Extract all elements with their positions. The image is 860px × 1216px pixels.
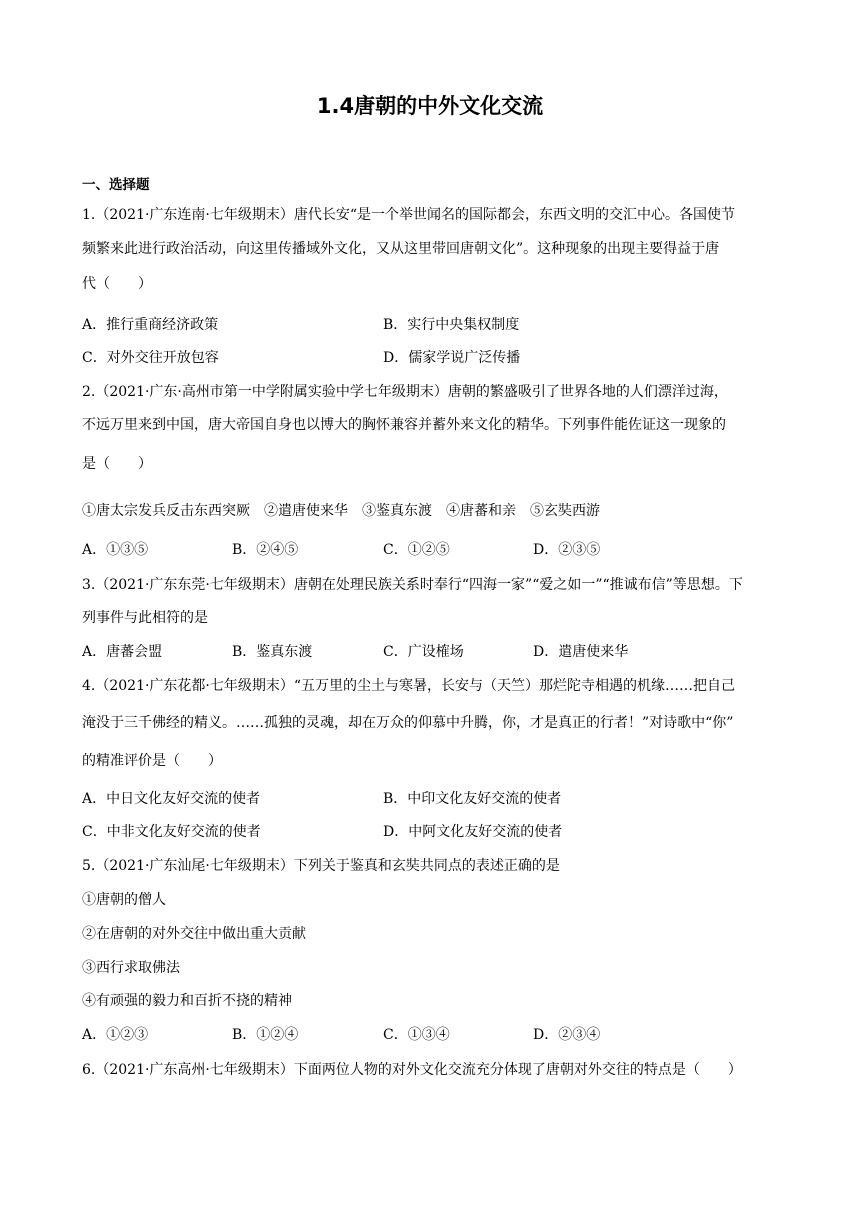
q3-option-b: B．鉴真东渡 — [232, 644, 313, 660]
q5-option-a: A．①②③ — [82, 1027, 149, 1043]
q1-stem-line-1: 1.（2021·广东连南·七年级期末）唐代长安“是一个举世闻名的国际都会，东西文明的交汇中心。各国使节 — [82, 207, 736, 223]
q5-statement-4: ④有顽强的毅力和百折不挠的精神 — [82, 993, 292, 1009]
q1-option-a: A．推行重商经济政策 — [82, 317, 219, 333]
q1-option-d: D．儒家学说广泛传播 — [383, 350, 521, 366]
q1-stem-line-2: 频繁来此进行政治活动，向这里传播域外文化，又从这里带回唐朝文化”。这种现象的出现主要得益于唐 — [82, 241, 720, 257]
q3-stem-line-1: 3.（2021·广东东莞·七年级期末）唐朝在处理民族关系时奉行“四海一家”“爱之如一”“推诚布信”等思想。下 — [82, 577, 743, 593]
q4-stem-line-2: 淹没于三千佛经的精义。……孤独的灵魂，却在万众的仰慕中升腾，你，才是真正的行者！”对诗歌中“你” — [82, 715, 734, 731]
q1-option-b: B．实行中央集权制度 — [383, 317, 520, 333]
q2-statement-items: ①唐太宗发兵反击东西突厥 ②遣唐使来华 ③鉴真东渡 ④唐蕃和亲 ⑤玄奘西游 — [82, 503, 600, 519]
q2-option-c: C．①②⑤ — [383, 542, 450, 558]
q5-statement-3: ③西行求取佛法 — [82, 960, 180, 976]
q1-stem-line-3: 代（ ） — [82, 276, 152, 292]
section-heading: 一、选择题 — [82, 177, 150, 193]
page-title: 1.4唐朝的中外文化交流 — [316, 94, 544, 118]
q3-option-d: D．遣唐使来华 — [533, 644, 629, 660]
q2-stem-line-1: 2.（2021·广东·高州市第一中学附属实验中学七年级期末）唐朝的繁盛吸引了世界各地的人们漂洋过海， — [82, 384, 728, 400]
q4-option-a: A．中日文化友好交流的使者 — [82, 791, 261, 807]
q2-option-a: A．①③⑤ — [82, 542, 149, 558]
q5-option-d: D．②③④ — [533, 1027, 601, 1043]
q4-option-b: B．中印文化友好交流的使者 — [383, 791, 562, 807]
q3-option-a: A．唐蕃会盟 — [82, 644, 163, 660]
q4-option-d: D．中阿文化友好交流的使者 — [383, 824, 563, 840]
q3-stem-line-2: 列事件与此相符的是 — [82, 610, 208, 626]
q5-stem-line-1: 5.（2021·广东汕尾·七年级期末）下列关于鉴真和玄奘共同点的表述正确的是 — [82, 858, 560, 874]
q5-option-c: C．①③④ — [383, 1027, 450, 1043]
q4-stem-line-3: 的精准评价是（ ） — [82, 753, 222, 769]
q2-stem-line-3: 是（ ） — [82, 456, 152, 472]
q6-stem-line-1: 6.（2021·广东高州·七年级期末）下面两位人物的对外文化交流充分体现了唐朝对外交往的特点是（ ） — [82, 1062, 742, 1078]
q5-statement-1: ①唐朝的僧人 — [82, 892, 166, 908]
q4-stem-line-1: 4.（2021·广东花都·七年级期末）“五万里的尘土与寒暑，长安与（天竺）那烂陀寺相遇的机缘……把自己 — [82, 678, 736, 694]
q2-option-d: D．②③⑤ — [533, 542, 601, 558]
q3-option-c: C．广设榷场 — [383, 644, 464, 660]
q2-option-b: B．②④⑤ — [232, 542, 299, 558]
q4-option-c: C．中非文化友好交流的使者 — [82, 824, 261, 840]
q1-option-c: C．对外交往开放包容 — [82, 350, 219, 366]
q5-statement-2: ②在唐朝的对外交往中做出重大贡献 — [82, 926, 306, 942]
q2-stem-line-2: 不远万里来到中国，唐大帝国自身也以博大的胸怀兼容并蓄外来文化的精华。下列事件能佐证这一现象的 — [82, 417, 726, 433]
q5-option-b: B．①②④ — [232, 1027, 299, 1043]
